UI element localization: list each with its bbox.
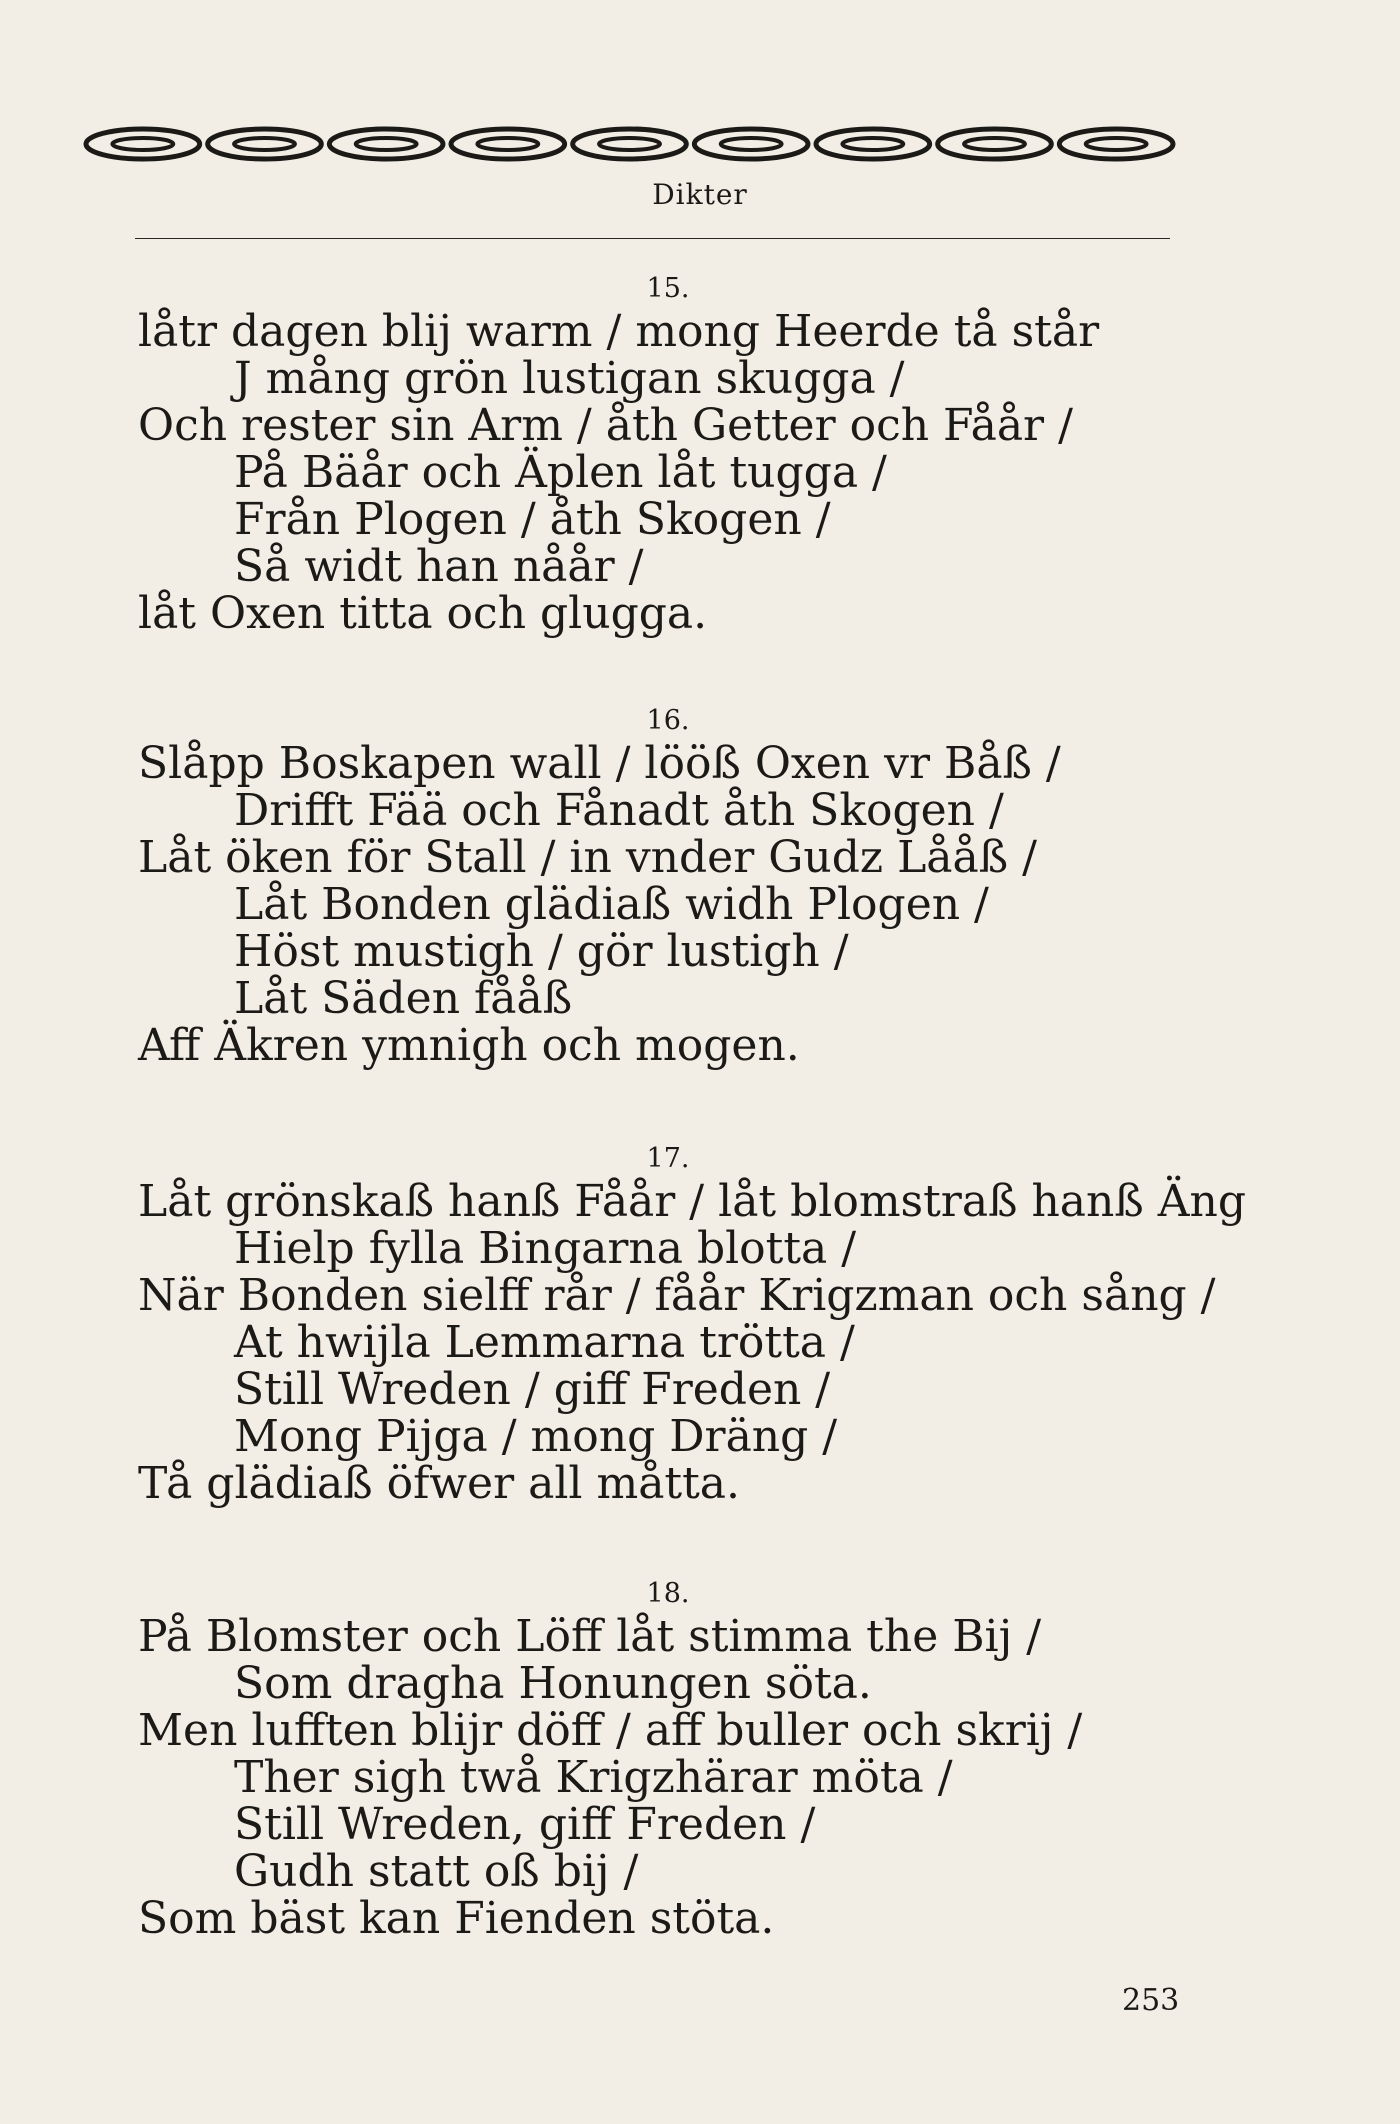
verse-line: Still Wreden, giff Freden / (234, 1799, 816, 1850)
verse-line: Höst mustigh / gör lustigh / (234, 926, 849, 977)
verse-line: På Bäår och Äplen låt tugga / (234, 447, 887, 498)
stanza-number: 17. (646, 1143, 690, 1174)
verse-line: Från Plogen / åth Skogen / (234, 494, 831, 545)
stanza-18 (138, 1575, 1198, 1942)
ornament-link (329, 129, 443, 159)
running-head: Dikter (652, 178, 748, 211)
verse-line: låt Oxen titta och glugga. (138, 588, 708, 639)
ornament-link (694, 129, 808, 159)
ornament-link (208, 129, 322, 159)
ornament-link-inner (356, 138, 417, 150)
ornament-link (1059, 129, 1173, 159)
stanza-number: 15. (646, 273, 690, 304)
verse-line: Still Wreden / giff Freden / (234, 1364, 831, 1415)
verse-line: Drifft Fää och Fånadt åth Skogen / (234, 785, 1004, 836)
stanza-16 (138, 702, 1198, 1069)
verse-line: Aff Äkren ymnigh och mogen. (138, 1020, 800, 1071)
ornament-link-inner (721, 138, 782, 150)
ornament-link (451, 129, 565, 159)
stanza-15 (138, 270, 1198, 637)
stanza-17 (138, 1140, 1247, 1509)
ornament-link-inner (842, 138, 903, 150)
ornament-link (816, 129, 930, 159)
verse-line: Gudh statt oß bij / (234, 1846, 639, 1897)
verse-line: Som bäst kan Fienden stöta. (138, 1893, 775, 1944)
header-rule (135, 238, 1170, 239)
ornament-link-inner (964, 138, 1025, 150)
ornament-link (938, 129, 1052, 159)
stanza-number: 18. (646, 1578, 690, 1609)
ornament-border (82, 120, 1177, 168)
verse-line: Och rester sin Arm / åth Getter och Fåår / (138, 400, 1073, 451)
stanza-number: 16. (646, 705, 690, 736)
verse-line: Låt Säden fååß (234, 973, 573, 1024)
verse-line: Så widt han nåår / (234, 541, 644, 592)
verse-line: På Blomster och Löff låt stimma the Bij / (138, 1611, 1042, 1662)
ornament-link-inner (599, 138, 660, 150)
ornament-link (86, 129, 200, 159)
verse-line: J mång grön lustigan skugga / (234, 353, 905, 404)
verse-line: Hielp fylla Bingarna blotta / (234, 1223, 857, 1274)
ornament-link (573, 129, 687, 159)
verse-line: Tå glädiaß öfwer all måtta. (138, 1458, 741, 1509)
verse-line: Låt öken för Stall / in vnder Gudz Lååß / (138, 832, 1037, 883)
verse-line: Låt grönskaß hanß Fåår / låt blomstraß hanß Äng (138, 1176, 1247, 1227)
verse-line: Som dragha Honungen söta. (234, 1658, 872, 1709)
verse-line: At hwijla Lemmarna trötta / (234, 1317, 855, 1368)
ornament-link-inner (234, 138, 295, 150)
ornament-link-inner (112, 138, 173, 150)
verse-line: låtr dagen blij warm / mong Heerde tå står (138, 306, 1100, 357)
verse-line: Slåpp Boskapen wall / lööß Oxen vr Båß / (138, 738, 1061, 789)
verse-line: Låt Bonden glädiaß widh Plogen / (234, 879, 989, 930)
verse-line: Mong Pijga / mong Dräng / (234, 1411, 838, 1462)
page-number: 253 (1122, 1983, 1180, 2018)
ornament-link-inner (477, 138, 538, 150)
verse-line: Ther sigh twå Krigzhärar möta / (234, 1752, 953, 1803)
verse-line: Men lufften blijr döff / aff buller och skrij / (138, 1705, 1083, 1756)
ornament-link-inner (1086, 138, 1147, 150)
verse-line: När Bonden sielff rår / fåår Krigzman och sång / (138, 1270, 1216, 1321)
